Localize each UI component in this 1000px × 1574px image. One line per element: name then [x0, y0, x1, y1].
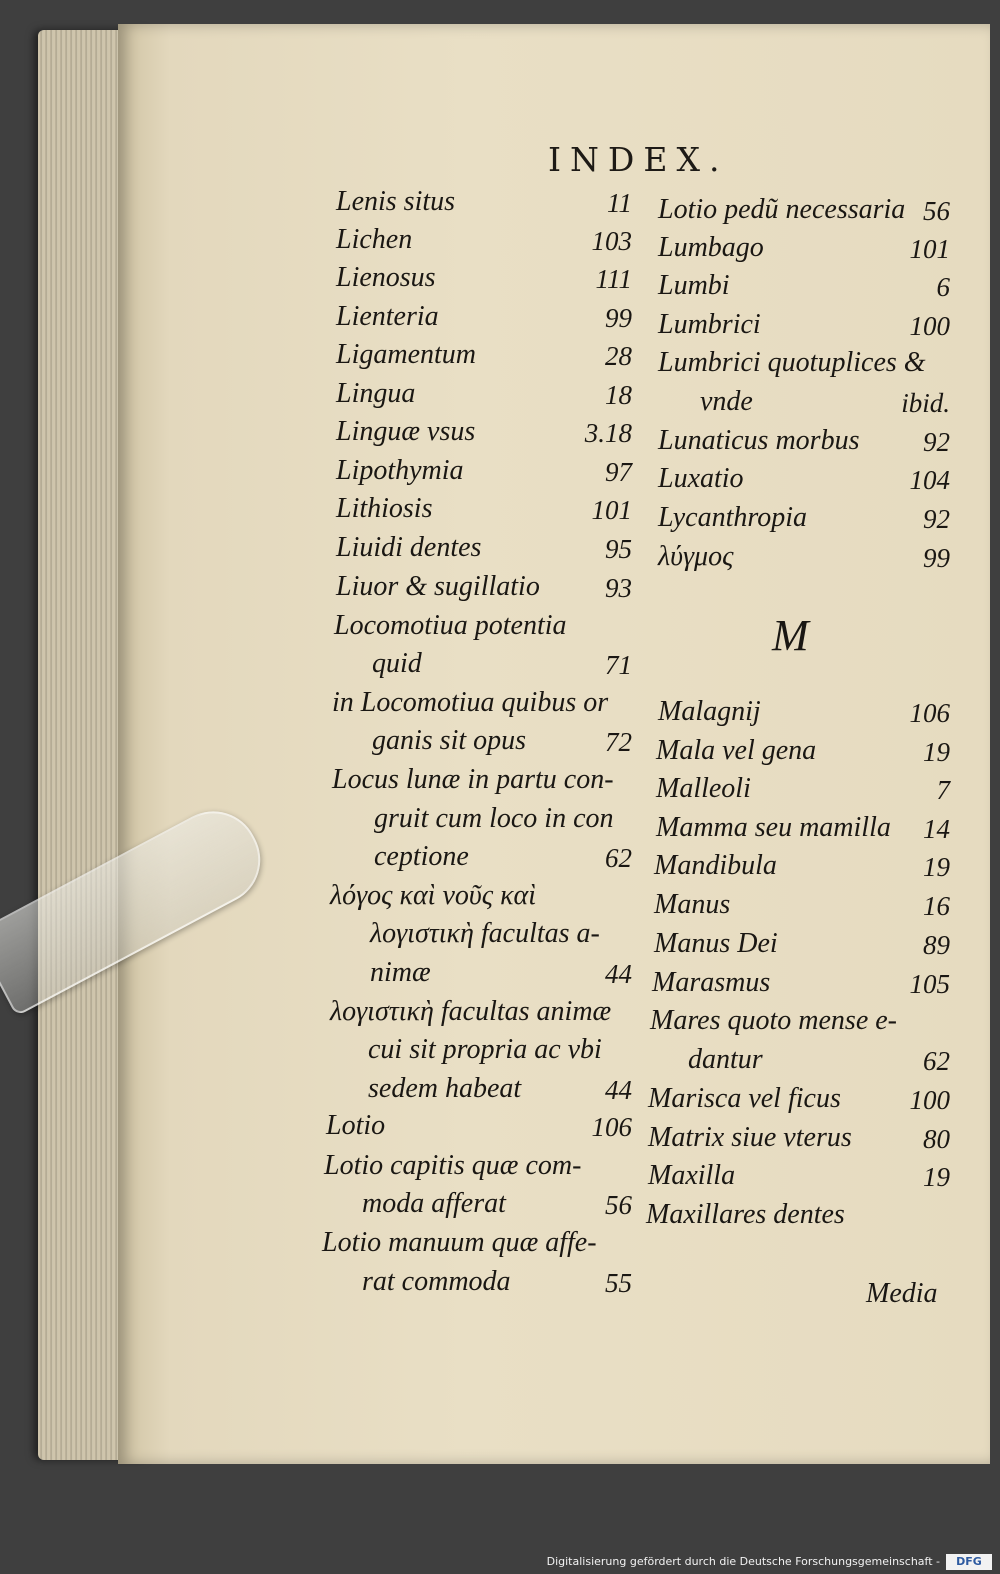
- index-page-number: 44: [605, 1075, 632, 1105]
- index-term: Mamma seu mamilla: [656, 812, 891, 843]
- index-term: Marasmus: [652, 967, 771, 998]
- index-term: nimæ: [370, 957, 431, 988]
- index-term: Lotio pedũ necessaria: [658, 194, 906, 225]
- index-term: Lunaticus morbus: [658, 425, 860, 456]
- index-term: Lotio: [326, 1110, 386, 1141]
- index-term: Lumbrici: [658, 309, 761, 340]
- index-term: Manus: [654, 889, 731, 920]
- index-term: Lycanthropia: [658, 502, 808, 533]
- index-page-number: 6: [936, 272, 950, 302]
- index-term: Ligamentum: [336, 339, 476, 370]
- index-page-number: 106: [591, 1112, 632, 1142]
- index-term: λογιστικὴ facultas a-: [370, 918, 600, 949]
- index-page-number: 105: [909, 969, 950, 999]
- index-page-number: 101: [591, 495, 632, 525]
- index-term: Lotio capitis quæ com-: [324, 1150, 582, 1181]
- index-term: sedem habeat: [368, 1073, 522, 1104]
- index-page-number: 100: [909, 311, 950, 341]
- index-term: Liuor & sugillatio: [336, 571, 540, 602]
- index-term: moda afferat: [362, 1188, 506, 1219]
- index-page-number: 92: [923, 427, 950, 457]
- page-title: INDEX.: [548, 140, 729, 179]
- index-term: Luxatio: [658, 463, 744, 494]
- index-term: Manus Dei: [654, 928, 778, 959]
- index-term: gruit cum loco in con: [374, 803, 614, 834]
- index-page-number: 103: [591, 226, 632, 256]
- index-term: Lienosus: [336, 262, 436, 293]
- index-page-number: 16: [923, 891, 950, 921]
- index-page-number: 99: [605, 303, 632, 333]
- index-page-number: 14: [923, 814, 950, 844]
- index-page-number: 95: [605, 534, 632, 564]
- index-term: Lumbago: [658, 232, 764, 263]
- index-page-number: 111: [595, 264, 632, 294]
- index-term: Mares quoto mense e-: [650, 1005, 898, 1036]
- index-term: in Locomotiua quibus or: [332, 687, 609, 718]
- index-page-number: 104: [909, 465, 950, 495]
- index-term: Malagnij: [658, 696, 761, 727]
- index-page-number: 72: [605, 727, 632, 757]
- index-term: Locus lunæ in partu con-: [332, 764, 614, 795]
- dfg-logo: DFG: [946, 1554, 992, 1570]
- index-page-number: 101: [909, 234, 950, 264]
- index-term: Marisca vel ficus: [648, 1083, 841, 1114]
- index-term: rat commoda: [362, 1266, 511, 1297]
- index-term: Lithiosis: [336, 493, 433, 524]
- index-term: Matrix siue vterus: [648, 1122, 852, 1153]
- index-page-number: 99: [923, 543, 950, 573]
- footer-text: Digitalisierung gefördert durch die Deutsche Forschungsgemeinschaft -: [546, 1555, 940, 1568]
- index-term: Locomotiua potentia: [334, 610, 567, 641]
- index-page-number: 92: [923, 504, 950, 534]
- index-page-number: 28: [605, 341, 632, 371]
- index-term: Lichen: [336, 224, 413, 255]
- index-page-number: 55: [605, 1268, 632, 1298]
- index-term: Lumbrici quotuplices &: [658, 347, 926, 378]
- index-page-number: ibid.: [901, 388, 950, 418]
- index-term: λογιστικὴ facultas animæ: [330, 996, 612, 1027]
- index-page-number: 19: [923, 1162, 950, 1192]
- index-term: λόγος καὶ νοῦς καὶ: [330, 880, 536, 911]
- index-term: vnde: [700, 386, 753, 417]
- index-page-number: 62: [923, 1046, 950, 1076]
- index-term: Lipothymia: [336, 455, 464, 486]
- index-page-number: 89: [923, 930, 950, 960]
- index-term: Liuidi dentes: [336, 532, 482, 563]
- index-term: Maxilla: [648, 1160, 736, 1191]
- index-page-number: 93: [605, 573, 632, 603]
- index-term: Lingua: [336, 378, 416, 409]
- index-page-number: 18: [605, 380, 632, 410]
- index-page-number: 3.18: [584, 418, 632, 448]
- index-page-number: 11: [607, 188, 632, 218]
- index-term: Lienteria: [336, 301, 439, 332]
- index-page-number: 106: [909, 698, 950, 728]
- index-page-number: 7: [936, 775, 950, 805]
- catchword: Media: [866, 1278, 938, 1309]
- index-page-number: 100: [909, 1085, 950, 1115]
- index-term: ganis sit opus: [372, 725, 527, 756]
- index-term: dantur: [688, 1044, 763, 1075]
- index-term: cui sit propria ac vbi: [368, 1034, 602, 1065]
- index-term: Lumbi: [658, 270, 730, 301]
- index-page-number: 19: [923, 737, 950, 767]
- index-term: Maxillares dentes: [646, 1199, 845, 1230]
- index-term: λύγμος: [658, 541, 734, 572]
- index-term: Malleoli: [656, 773, 751, 804]
- index-term: quid: [372, 648, 422, 679]
- section-letter: M: [772, 611, 809, 660]
- index-term: Lenis situs: [336, 186, 456, 217]
- index-term: Linguæ vsus: [336, 416, 476, 447]
- index-page-number: 62: [605, 843, 632, 873]
- index-term: Lotio manuum quæ affe-: [322, 1227, 597, 1258]
- index-page-number: 19: [923, 852, 950, 882]
- index-term: ceptione: [374, 841, 469, 872]
- index-term: Mandibula: [654, 850, 777, 881]
- index-term: Mala vel gena: [656, 735, 817, 766]
- index-page-number: 44: [605, 959, 632, 989]
- index-page-number: 56: [605, 1190, 632, 1220]
- index-page-number: 97: [605, 457, 632, 487]
- index-page-number: 71: [605, 650, 632, 680]
- index-page-number: 80: [923, 1124, 950, 1154]
- index-page-number: 56: [923, 196, 950, 226]
